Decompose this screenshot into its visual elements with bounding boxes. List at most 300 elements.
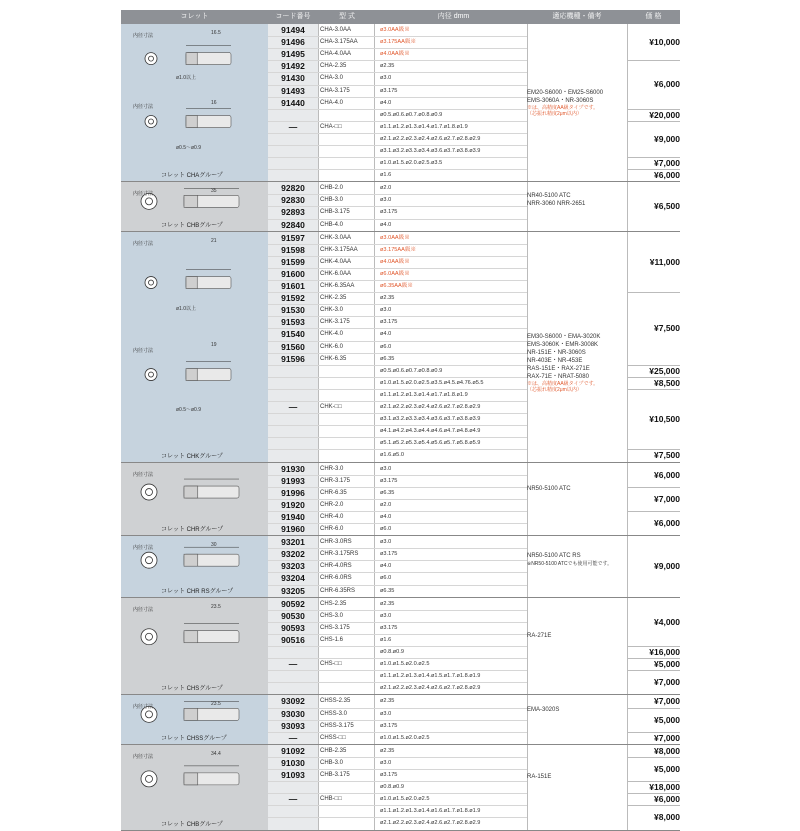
table-row [268, 85, 527, 97]
compatible-machines [527, 632, 627, 640]
table-row [268, 598, 527, 610]
price-divider [627, 646, 680, 647]
price: ¥20,000 [649, 109, 680, 120]
table-row [268, 425, 527, 437]
row-divider [268, 708, 527, 709]
collet-taper [184, 554, 198, 566]
inner-diameter: ø6.0AA級※ [380, 270, 410, 277]
dimension-label: 23.5 [211, 701, 221, 708]
inner-diameter: ø2.1.ø2.2.ø2.3.ø2.4.ø2.6.ø2.7.ø2.8.ø2.9 [380, 135, 481, 142]
price-divider [627, 109, 680, 110]
row-divider [268, 769, 527, 770]
inner-diameter: ø3.0AA級※ [380, 27, 410, 33]
collet-bore [146, 557, 153, 564]
inner-diameter: ø1.1.ø1.2.ø1.3.ø1.4.ø1.7.ø1.8.ø1.9 [380, 123, 468, 130]
model-number: CHS-1.6 [320, 636, 344, 643]
collet-bore [146, 775, 153, 782]
model-number: CHA-2.35 [320, 63, 347, 70]
model-number [320, 377, 374, 389]
product-code [268, 169, 318, 181]
group-caption: コレット CHR RSグループ [161, 588, 234, 595]
row-divider [268, 610, 527, 611]
column-divider [527, 598, 528, 695]
row-divider [268, 523, 527, 524]
group-chr [121, 463, 680, 537]
product-code: 91940 [281, 511, 305, 522]
product-code [268, 109, 318, 121]
product-groups [121, 24, 680, 831]
model-number: CHS-2.35 [320, 600, 347, 607]
compatible-machines [527, 89, 627, 117]
table-row [268, 244, 527, 256]
row-divider [268, 437, 527, 438]
model-number [320, 670, 374, 682]
model-number [320, 817, 374, 829]
price-divider [627, 365, 680, 366]
inner-diameter: ø5.1.ø5.2.ø5.3.ø5.4.ø5.6.ø5.7.ø5.8.ø5.9 [380, 440, 481, 447]
inner-diameter: ø3.0 [380, 759, 392, 766]
inner-diameter-note: 内径寸法 [133, 606, 154, 613]
collet-taper [184, 773, 198, 785]
table-row [268, 511, 527, 523]
inner-diameter: ø3.175 [380, 551, 398, 558]
product-code: 92893 [281, 207, 305, 218]
model-number [320, 109, 374, 121]
product-code: 91496 [281, 37, 305, 48]
dimension-label: 16.5 [211, 30, 221, 36]
collet-illustration-cha [121, 24, 268, 181]
table-row [268, 732, 527, 744]
table-row [268, 292, 527, 304]
table-row [268, 194, 527, 206]
product-code [268, 389, 318, 401]
inner-diameter: ø0.5.ø0.6.ø0.7.ø0.8.ø0.9 [380, 367, 443, 374]
column-divider [527, 695, 528, 743]
inner-diameter-note: 内径寸法 [133, 240, 154, 247]
group-chrrs [121, 536, 680, 598]
row-divider [268, 449, 527, 450]
table-row [268, 169, 527, 181]
row-divider [268, 622, 527, 623]
model-number: CHK-4.0AA [320, 258, 352, 265]
row-divider [268, 646, 527, 647]
table-row [268, 316, 527, 328]
collet-bore [146, 198, 153, 205]
model-number [320, 781, 374, 793]
collet-bore [149, 280, 154, 285]
price-divider [627, 169, 680, 170]
table-row [268, 121, 527, 133]
price: ¥5,000 [654, 714, 680, 725]
model-number [320, 145, 374, 157]
product-code: 93205 [281, 585, 305, 596]
row-divider [268, 169, 527, 170]
row-divider [268, 341, 527, 342]
model-number [320, 646, 374, 658]
min-diameter-note: ø1.0以上 [176, 306, 197, 313]
row-divider [268, 425, 527, 426]
row-divider [268, 316, 527, 317]
inner-diameter: ø3.175 [380, 319, 398, 326]
model-number: CHB-4.0 [320, 221, 344, 228]
table-row [268, 817, 527, 829]
model-number [320, 389, 374, 401]
product-code [268, 425, 318, 437]
row-divider [268, 658, 527, 659]
model-number: CHK-2.35 [320, 295, 347, 302]
product-code: — [288, 402, 298, 413]
price: ¥10,000 [649, 37, 680, 47]
dimension-label: 34.4 [211, 750, 221, 757]
model-number: CHR-6.0RS [320, 575, 352, 582]
product-code: 91093 [281, 770, 305, 781]
product-code: 91593 [281, 317, 305, 328]
dimension-label-2: 19 [211, 342, 217, 349]
product-code: 93203 [281, 561, 305, 572]
product-code: 91495 [281, 49, 305, 60]
table-row [268, 206, 527, 218]
row-divider [268, 511, 527, 512]
group-caption: コレット CHRグループ [161, 527, 224, 534]
product-code: 93093 [281, 720, 305, 731]
product-code: 90593 [281, 622, 305, 633]
inner-diameter: ø1.0.ø1.5.ø2.0.ø2.5.ø3.5 [380, 160, 443, 167]
price-divider [627, 793, 680, 794]
model-number: CHK-3.0 [320, 307, 344, 314]
product-code: 91598 [281, 244, 305, 255]
price-divider [627, 377, 680, 378]
inner-diameter: ø6.35 [380, 587, 395, 594]
inner-diameter: ø2.0 [380, 501, 392, 508]
table-row [268, 646, 527, 658]
group-chb [121, 182, 680, 231]
model-number: CHR-3.175 [320, 477, 351, 484]
product-code: 91960 [281, 524, 305, 535]
model-number: CHR-6.35RS [320, 587, 356, 594]
product-code: 91440 [281, 97, 305, 108]
price: ¥4,000 [654, 616, 680, 627]
dimension-label: 23.5 [211, 603, 221, 610]
price: ¥6,000 [654, 79, 680, 90]
inner-diameter-note: 内径寸法 [133, 191, 154, 198]
precision-note: ※は、高精度AA級タイプです。 （芯振れ精度2μm以内） [527, 380, 599, 393]
price: ¥6,000 [654, 517, 680, 528]
product-code: 91493 [281, 85, 305, 96]
min-diameter-note: ø1.0以上 [176, 75, 197, 82]
header-model: 型 式 [339, 13, 355, 20]
row-divider [268, 328, 527, 329]
table-row [268, 449, 527, 461]
inner-diameter: ø3.175 [380, 87, 398, 94]
header-inner-diameter: 内径 dmm [437, 13, 470, 20]
inner-diameter: ø1.6 [380, 172, 392, 179]
compatible-machines [527, 485, 627, 493]
inner-diameter: ø2.1.ø2.2.ø2.3.ø2.4.ø2.6.ø2.7.ø2.8.ø2.9 [380, 404, 481, 411]
inner-diameter: ø3.175 [380, 209, 398, 216]
product-code: 92820 [281, 183, 305, 194]
row-divider [268, 805, 527, 806]
price-divider [627, 389, 680, 390]
table-row [268, 413, 527, 425]
row-divider [268, 475, 527, 476]
product-code: 93202 [281, 549, 305, 560]
table-row [268, 634, 527, 646]
table-row [268, 536, 527, 548]
collet-illustration-chk [121, 232, 268, 462]
row-divider [268, 720, 527, 721]
row-divider [268, 389, 527, 390]
product-code: 90530 [281, 610, 305, 621]
row-divider [268, 365, 527, 366]
machine-list: RA-151E [527, 774, 552, 781]
product-code [268, 365, 318, 377]
price: ¥7,500 [654, 450, 680, 461]
model-number [320, 682, 374, 694]
price: ¥16,000 [649, 647, 680, 658]
row-divider [268, 634, 527, 635]
group-caption: コレット CHKグループ [161, 453, 223, 460]
product-code: 93204 [281, 573, 305, 584]
inner-diameter: ø1.0.ø1.5.ø2.0.ø2.5.ø3.5.ø4.5.ø4.76.ø5.5 [380, 379, 484, 386]
machine-list: EM30-S6000・EMA-3020K EMS-3060K・EMR-3008K NR-151E・NR-3060S NR-403E・NR-453E RAS-151E・RAX-271E RAX-71E・NRAT-5080 [527, 333, 601, 380]
inner-diameter: ø4.0AA級※ [380, 51, 410, 58]
price-divider [627, 449, 680, 450]
collet-taper [184, 630, 198, 642]
row-divider [268, 133, 527, 134]
group-caption: コレット CHAグループ [161, 173, 223, 180]
price: ¥6,000 [654, 469, 680, 480]
price: ¥25,000 [649, 365, 680, 376]
model-number: CHB-2.0 [320, 185, 344, 192]
inner-diameter: ø1.0.ø1.5.ø2.0.ø2.5 [380, 734, 430, 741]
row-divider [268, 377, 527, 378]
product-code [268, 133, 318, 145]
price-divider [627, 732, 680, 733]
precision-note: ※は、高精度AA級タイプです。 （芯振れ精度2μm以内） [527, 104, 599, 117]
price: ¥9,000 [654, 561, 680, 572]
inner-diameter: ø1.1.ø1.2.ø1.3.ø1.4.ø1.7.ø1.8.ø1.9 [380, 391, 468, 398]
inner-diameter: ø4.0 [380, 563, 392, 570]
compatibility-note: ※NR50-5100 ATCでも使用可能です。 [527, 561, 613, 568]
row-divider [268, 206, 527, 207]
model-number: CHK-6.0 [320, 343, 344, 350]
group-chs [121, 598, 680, 696]
inner-diameter-note-2: 内径寸法 [133, 103, 154, 110]
price-divider [627, 487, 680, 488]
product-code: 91993 [281, 475, 305, 486]
collet-illustration-chr [121, 463, 268, 536]
row-divider [268, 244, 527, 245]
price: ¥18,000 [649, 782, 680, 793]
row-divider [268, 817, 527, 818]
product-code: — [288, 732, 298, 743]
inner-diameter: ø3.175AA級※ [380, 246, 417, 253]
table-row [268, 487, 527, 499]
inner-diameter: ø3.1.ø3.2.ø3.3.ø3.4.ø3.6.ø3.7.ø3.8.ø3.9 [380, 148, 481, 154]
compatible-machines [527, 706, 627, 714]
product-code: — [288, 794, 298, 805]
inner-diameter: ø4.0 [380, 221, 392, 228]
product-code: — [288, 121, 298, 132]
collet-taper [186, 53, 197, 65]
model-number: CHR-6.0 [320, 526, 344, 533]
inner-diameter: ø4.0 [380, 331, 392, 338]
collet-taper [184, 196, 198, 208]
inner-diameter: ø4.0AA級※ [380, 258, 410, 265]
table-row [268, 695, 527, 707]
row-divider [268, 585, 527, 586]
model-number: CHB-□□ [320, 796, 342, 803]
model-number: CHB-3.0 [320, 759, 344, 766]
inner-diameter: ø2.35 [380, 295, 395, 302]
model-number: CHA-4.0 [320, 99, 344, 106]
collet-illustration-chrrs [121, 536, 268, 597]
table-row [268, 157, 527, 169]
inner-diameter: ø6.0 [380, 343, 392, 350]
product-code: 91920 [281, 499, 305, 510]
inner-diameter: ø2.35 [380, 747, 395, 754]
product-code: 93201 [281, 537, 305, 548]
inner-diameter: ø3.1.ø3.2.ø3.3.ø3.4.ø3.6.ø3.7.ø3.8.ø3.9 [380, 416, 481, 423]
inner-diameter: ø2.35 [380, 698, 395, 705]
model-number: CHA-3.175AA [320, 39, 358, 46]
inner-diameter: ø3.175 [380, 772, 398, 779]
table-row [268, 499, 527, 511]
row-divider [268, 97, 527, 98]
row-divider [268, 145, 527, 146]
price-divider [627, 708, 680, 709]
inner-diameter: ø3.0 [380, 197, 392, 204]
price: ¥7,000 [654, 493, 680, 504]
table-row [268, 133, 527, 145]
price-divider [627, 781, 680, 782]
model-number [320, 437, 374, 449]
row-divider [268, 219, 527, 220]
table-row [268, 463, 527, 475]
product-code: 91600 [281, 268, 305, 279]
model-number: CHS-3.175 [320, 624, 350, 631]
model-number [320, 413, 374, 425]
table-row [268, 658, 527, 670]
inner-diameter-note: 内径寸法 [133, 545, 154, 552]
inner-diameter-note-2: 内径寸法 [133, 347, 154, 354]
inner-diameter: ø2.1.ø2.2.ø2.3.ø2.4.ø2.6.ø2.7.ø2.8.ø2.9 [380, 685, 481, 692]
price-divider [627, 658, 680, 659]
table-row [268, 341, 527, 353]
row-divider [268, 256, 527, 257]
price-divider [627, 757, 680, 758]
table-row [268, 610, 527, 622]
product-code: 91996 [281, 487, 305, 498]
model-number [320, 133, 374, 145]
model-number [320, 449, 374, 461]
product-code: 91597 [281, 232, 305, 243]
model-number: CHK-6.35 [320, 355, 347, 362]
product-code [268, 682, 318, 694]
table-row [268, 389, 527, 401]
row-divider [268, 48, 527, 49]
inner-diameter: ø0.8.ø0.9 [380, 784, 404, 791]
product-code [268, 646, 318, 658]
product-code: 91494 [281, 25, 305, 35]
product-code: 93030 [281, 708, 305, 719]
inner-diameter: ø2.1.ø2.2.ø2.3.ø2.4.ø2.6.ø2.7.ø2.8.ø2.9 [380, 820, 481, 827]
product-code [268, 145, 318, 157]
model-number: CHR-3.175RS [320, 551, 359, 558]
collet-bore [149, 56, 154, 61]
inner-diameter: ø4.0 [380, 99, 392, 106]
model-number: CHB-3.175 [320, 209, 350, 216]
inner-diameter: ø3.0 [380, 465, 392, 472]
model-number: CHA-3.175 [320, 87, 350, 94]
row-divider [268, 280, 527, 281]
table-row [268, 781, 527, 793]
inner-diameter: ø1.0.ø1.5.ø2.0.ø2.5 [380, 661, 430, 668]
machine-list: EMA-3020S [527, 706, 560, 713]
price: ¥7,500 [654, 323, 680, 334]
table-row [268, 72, 527, 84]
inner-diameter: ø0.5.ø0.6.ø0.7.ø0.8.ø0.9 [380, 111, 443, 118]
group-caption: コレット CHBグループ [161, 222, 223, 229]
inner-diameter: ø6.35 [380, 355, 395, 362]
row-divider [268, 304, 527, 305]
column-divider [527, 745, 528, 830]
table-row [268, 622, 527, 634]
price: ¥7,000 [654, 677, 680, 688]
collet-bore [146, 488, 153, 495]
table-row [268, 353, 527, 365]
price: ¥5,000 [654, 659, 680, 670]
compatible-machines [527, 333, 627, 393]
inner-diameter: ø3.175 [380, 624, 398, 631]
product-code: 93092 [281, 696, 305, 707]
table-row [268, 328, 527, 340]
product-code: 90516 [281, 634, 305, 645]
price-divider [627, 157, 680, 158]
price: ¥8,000 [654, 812, 680, 823]
inner-diameter-note: 内径寸法 [133, 704, 154, 711]
price: ¥7,000 [654, 696, 680, 707]
model-number: CHK-3.175AA [320, 246, 358, 253]
table-row [268, 720, 527, 732]
product-code: 91492 [281, 61, 305, 72]
group-chss [121, 695, 680, 744]
price: ¥7,000 [654, 732, 680, 743]
product-code: 91560 [281, 341, 305, 352]
table-row [268, 280, 527, 292]
table-row [268, 682, 527, 694]
collet-price-table [121, 10, 680, 831]
collet-taper [186, 116, 197, 128]
model-number [320, 169, 374, 181]
collet-bore [149, 372, 154, 377]
model-number: CHA-□□ [320, 123, 342, 130]
product-code [268, 781, 318, 793]
group-caption: コレット CHSグループ [161, 686, 223, 693]
price: ¥6,500 [654, 201, 680, 212]
table-row [268, 256, 527, 268]
inner-diameter: ø3.0 [380, 307, 392, 314]
price: ¥6,000 [654, 170, 680, 181]
product-code [268, 437, 318, 449]
collet-illustration-chss [121, 695, 268, 743]
price-divider [627, 511, 680, 512]
model-number: CHSS-3.0 [320, 710, 348, 717]
model-number: CHSS-2.35 [320, 698, 351, 705]
row-divider [268, 670, 527, 671]
table-header [121, 10, 680, 24]
collet-taper [184, 709, 198, 721]
